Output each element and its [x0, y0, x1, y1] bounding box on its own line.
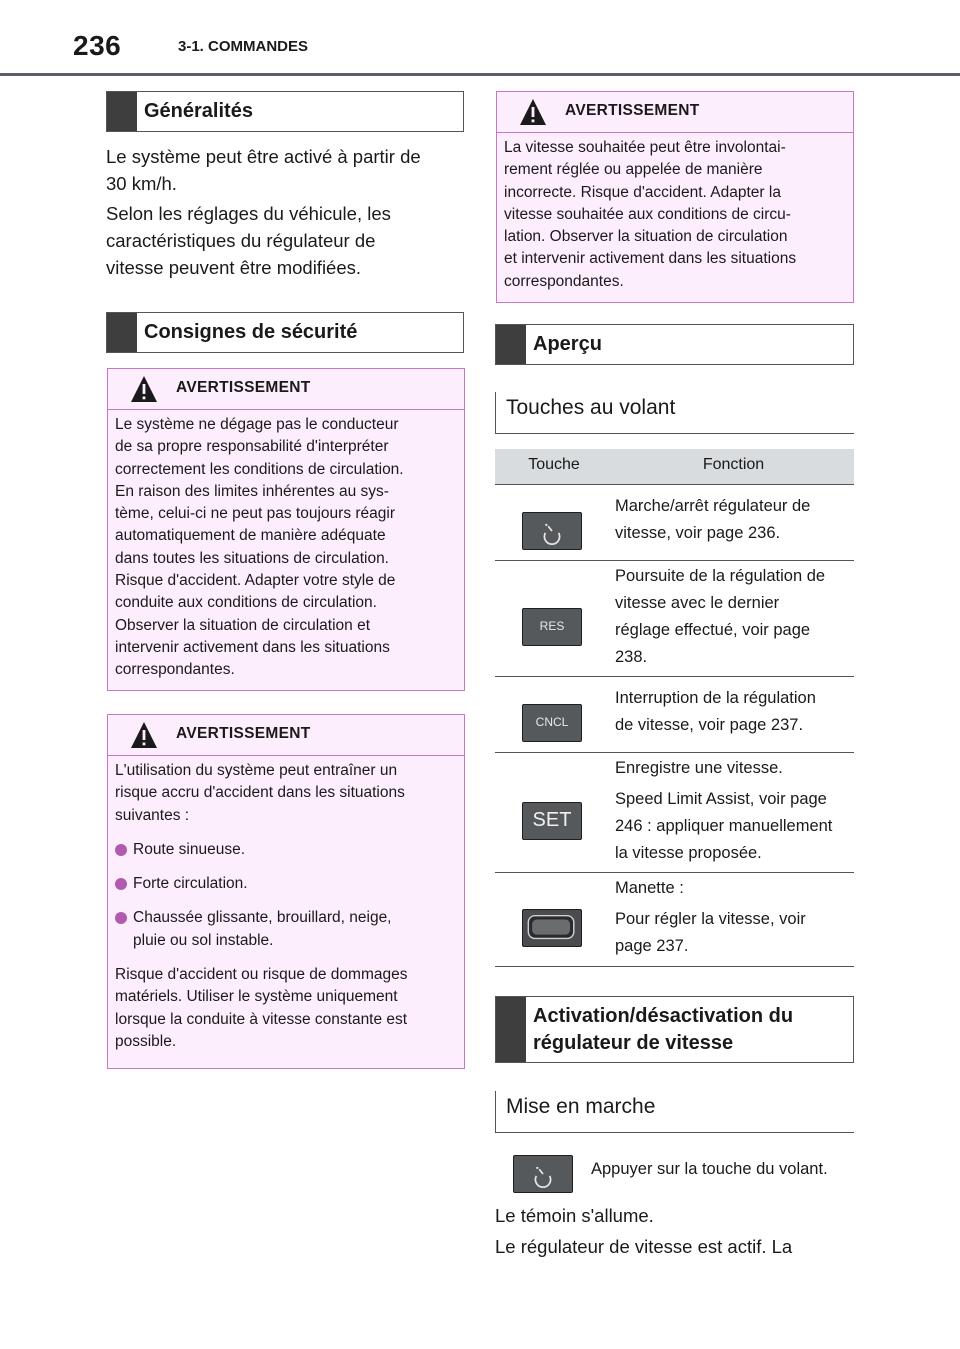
text-line: Le témoin s'allume. [495, 1205, 654, 1226]
text-line: conduite aux conditions de circulation. [115, 594, 377, 612]
list-item-text: pluie ou sol instable. [133, 931, 274, 949]
warning-body [504, 137, 845, 293]
text-line: réglage effectué, voir page [615, 621, 811, 639]
text-line: Speed Limit Assist, voir page [615, 790, 827, 808]
list-item-text: Route sinueuse. [133, 840, 246, 858]
paragraph-temoin [495, 1202, 654, 1229]
table-row [495, 873, 854, 967]
list-item [115, 839, 456, 861]
bullet-dot-icon [115, 878, 127, 890]
subheading-title: Touches au volant [506, 396, 676, 419]
subheading-title: Mise en marche [506, 1095, 656, 1118]
text-line: risque accru d'accident dans les situations [115, 784, 405, 802]
text-line: Activation/désactivation du [533, 1005, 794, 1027]
text-line: Interruption de la régulation [615, 689, 816, 707]
speed-icon [522, 512, 582, 550]
text-line: 246 : appliquer manuellement [615, 817, 833, 835]
cncl-key [522, 704, 582, 742]
text-line: vitesse souhaitée aux conditions de circu- [504, 205, 791, 223]
section-bar [496, 997, 526, 1062]
section-title: Généralités [144, 100, 253, 122]
set-key [522, 802, 582, 840]
text-line: En raison des limites inhérentes au sys- [115, 482, 389, 500]
header-divider [0, 73, 960, 76]
text-line: Observer la situation de circulation et [115, 616, 371, 634]
warning-box-1 [107, 368, 465, 691]
function-cell [615, 755, 850, 867]
list-item-text: Forte circulation. [133, 875, 248, 893]
text-line: Enregistre une vitesse. [615, 759, 783, 777]
text-line: Poursuite de la régulation de [615, 567, 826, 585]
warning-box-3 [496, 91, 854, 303]
subheading-touches [495, 392, 854, 434]
list-item-text: Chaussée glissante, brouillard, neige, [133, 909, 392, 927]
warning-body [115, 760, 456, 1065]
text-line: régulateur de vitesse [533, 1032, 734, 1054]
speed-icon [513, 1155, 573, 1193]
text-line: Marche/arrêt régulateur de [615, 497, 811, 515]
text-line: incorrecte. Risque d'accident. Adapter la [504, 183, 781, 201]
text-line: correctement les conditions de circulation. [115, 460, 404, 478]
text-line: matériels. Utiliser le système uniquement [115, 988, 398, 1006]
text-line: vitesse avec le dernier [615, 594, 780, 612]
text-line: vitesse, voir page 236. [615, 524, 781, 542]
instruction-text: Appuyer sur la touche du volant. [591, 1160, 828, 1178]
section-title [533, 1003, 793, 1057]
warning-triangle-icon [130, 721, 158, 749]
text-line: tème, celui-ci ne peut pas toujours réagir [115, 505, 396, 523]
section-consignes [106, 312, 464, 353]
section-bar [107, 92, 137, 131]
text-line: correspondantes. [504, 272, 624, 290]
section-bar [107, 313, 137, 352]
function-cell [615, 563, 850, 671]
text-line: dans toutes les situations de circulation. [115, 549, 389, 567]
subheading-mise-en-marche [495, 1091, 854, 1133]
text-line: Manette : [615, 879, 684, 897]
text-line: la vitesse proposée. [615, 844, 762, 862]
warning-label: AVERTISSEMENT [176, 379, 311, 396]
text-line: 238. [615, 648, 648, 666]
text-line: Pour régler la vitesse, voir [615, 910, 806, 928]
text-line: Selon les réglages du véhicule, les [106, 203, 391, 224]
key-label: CNCL [535, 715, 569, 729]
text-line: de vitesse, voir page 237. [615, 716, 804, 734]
text-line: correspondantes. [115, 661, 235, 679]
text-line: intervenir activement dans les situations [115, 638, 390, 656]
key-label: RES [539, 619, 565, 633]
table-row [495, 753, 854, 873]
list-item [115, 907, 456, 952]
warning-header [497, 92, 853, 133]
key-label: SET [532, 809, 572, 831]
text-line: lation. Observer la situation de circulation [504, 228, 788, 246]
text-line: Le système ne dégage pas le conducteur [115, 416, 399, 433]
section-generalites [106, 91, 464, 132]
text-line: caractéristiques du régulateur de [106, 230, 376, 251]
res-key [522, 608, 582, 646]
rocker-icon [522, 909, 582, 947]
warning-label: AVERTISSEMENT [176, 725, 311, 742]
chapter-title: 3-1. COMMANDES [178, 38, 309, 55]
text-line: suivantes : [115, 806, 190, 824]
warning-intro [115, 760, 456, 827]
text-line: L'utilisation du système peut entraîner un [115, 762, 398, 779]
text-line: Risque d'accident. Adapter votre style de [115, 572, 396, 590]
warning-body [115, 414, 456, 682]
warning-triangle-icon [519, 98, 547, 126]
text-line: Le système peut être activé à partir de [106, 146, 421, 167]
section-title: Consignes de sécurité [144, 321, 358, 343]
bullet-dot-icon [115, 912, 127, 924]
warning-header [108, 715, 464, 756]
text-line: lorsque la conduite à vitesse constante est [115, 1010, 408, 1028]
text-line: Le régulateur de vitesse est actif. La [495, 1236, 793, 1257]
paragraph-activation-speed [106, 143, 421, 197]
table-row [495, 677, 854, 753]
paragraph-actif [495, 1233, 792, 1260]
function-cell [615, 685, 850, 739]
warning-conclusion [115, 964, 456, 1053]
text-line: 30 km/h. [106, 173, 177, 194]
bullet-dot-icon [115, 844, 127, 856]
section-bar [496, 325, 526, 364]
text-line: automatiquement de manière adéquate [115, 527, 386, 545]
text-line: Risque d'accident ou risque de dommages [115, 966, 408, 984]
paragraph-settings [106, 200, 391, 281]
text-line: La vitesse souhaitée peut être involontai- [504, 139, 786, 156]
warning-header [108, 369, 464, 410]
section-apercu [495, 324, 854, 365]
warning-box-2 [107, 714, 465, 1069]
warning-label: AVERTISSEMENT [565, 102, 700, 119]
section-title: Aperçu [533, 333, 602, 355]
text-line: possible. [115, 1032, 177, 1050]
table-header [495, 449, 854, 485]
text-line: page 237. [615, 937, 689, 955]
function-cell [615, 875, 850, 960]
table-row [495, 485, 854, 561]
function-cell [615, 493, 850, 547]
text-line: et intervenir activement dans les situations [504, 250, 797, 268]
list-item [115, 873, 456, 895]
text-line: vitesse peuvent être modifiées. [106, 257, 362, 278]
section-activation [495, 996, 854, 1063]
warning-triangle-icon [130, 375, 158, 403]
column-header-fonction: Fonction [702, 456, 765, 473]
column-header-touche: Touche [528, 456, 580, 473]
page-number: 236 [73, 30, 122, 61]
text-line: de sa propre responsabilité d'interpréter [115, 438, 389, 456]
table-row [495, 561, 854, 677]
text-line: rement réglée ou appelée de manière [504, 161, 763, 179]
